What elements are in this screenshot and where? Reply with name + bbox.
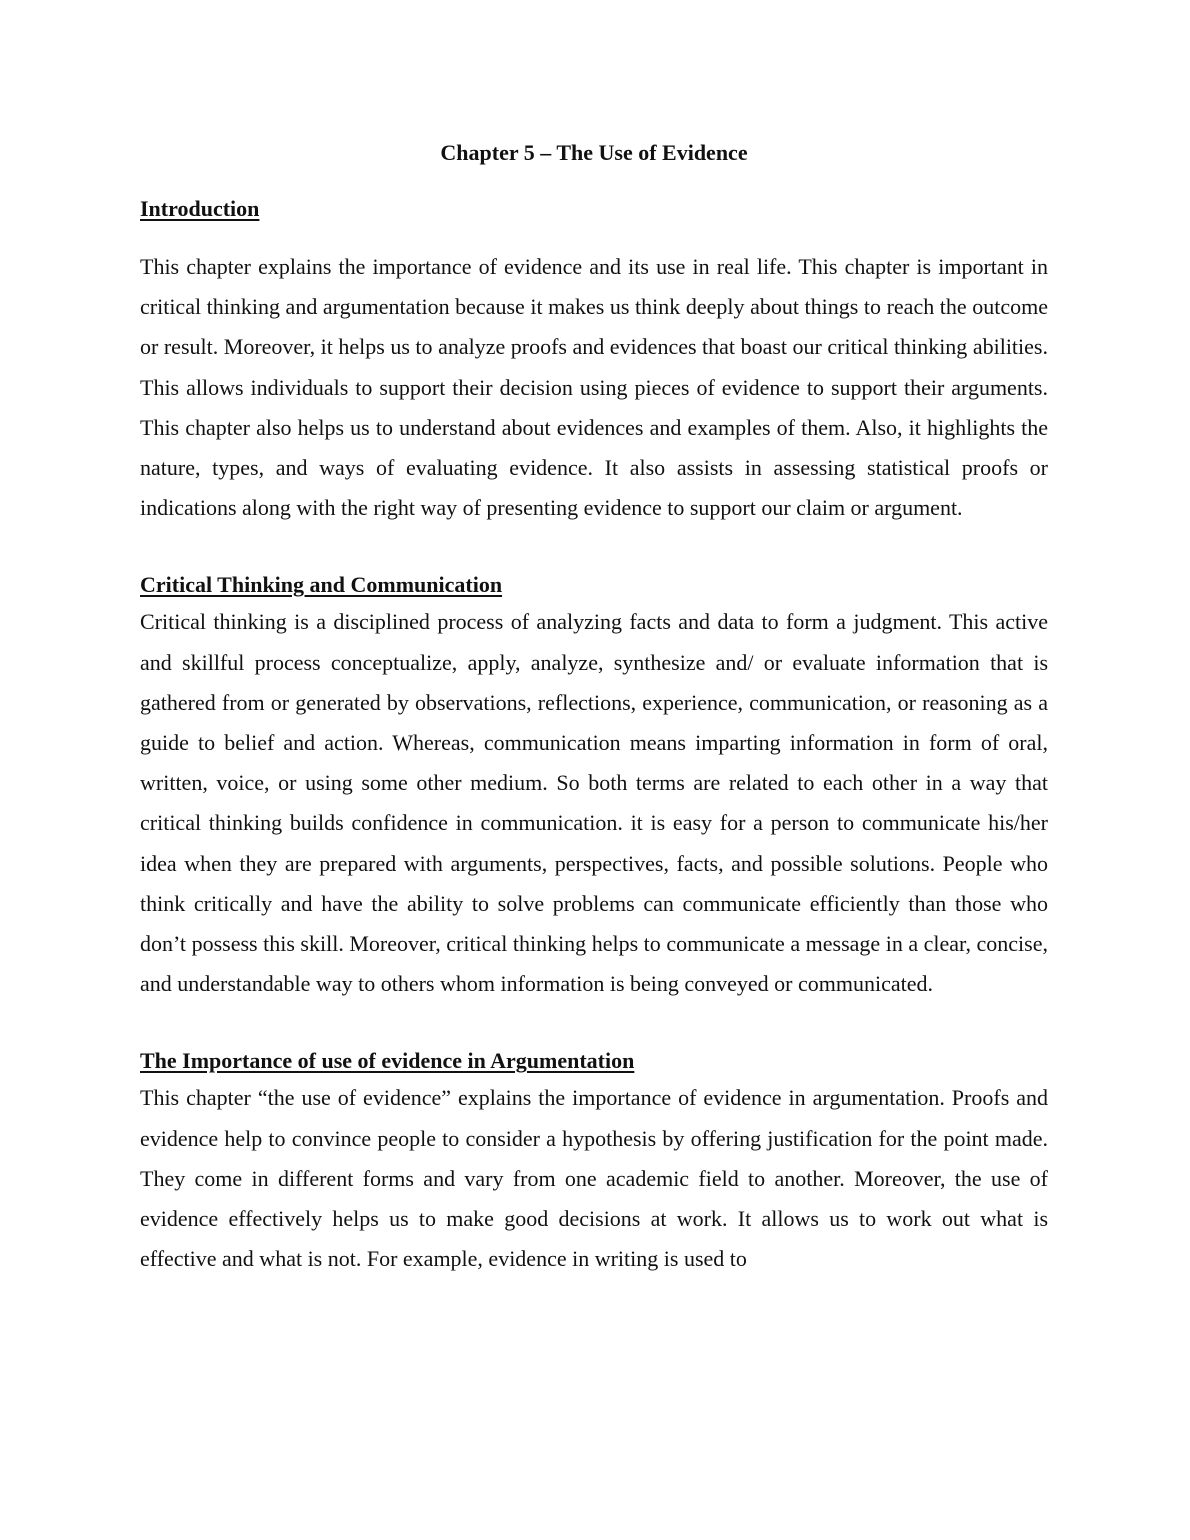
document-page xyxy=(140,136,1048,1279)
section-body-critical-thinking: Critical thinking is a disciplined process of analyzing facts and data to form a judgment. This active and skillful process conceptualize, apply, analyze, synthesize and/ or evaluate information that is gathered from or generated by observations, reflections, experience, communication, or reasoning as a guide to belief and action. Whereas, communication means imparting information in form of oral, written, voice, or using some other medium. So both terms are related to each other in a way that critical thinking builds confidence in communication. it is easy for a person to communicate his/her idea when they are prepared with arguments, perspectives, facts, and possible solutions. People who think critically and have the ability to solve problems can communicate efficiently than those who don’t possess this skill. Moreover, critical thinking helps to communicate a message in a clear, concise, and understandable way to others whom information is being conveyed or communicated. xyxy=(140,609,1048,997)
section-heading-critical-thinking: Critical Thinking and Communication xyxy=(140,572,503,598)
section-body-evidence-importance: This chapter “the use of evidence” explains the importance of evidence in argumentation. Proofs and evidence help to convince people to consider a hypothesis by offering justification for the point made. They come in different forms and vary from one academic field to another. Moreover, the use of evidence effectively helps us to make good decisions at work. It allows us to work out what is effective and what is not. For example, evidence in writing is used to xyxy=(140,1085,1048,1272)
chapter-title: Chapter 5 – The Use of Evidence xyxy=(440,140,748,165)
section-heading-introduction: Introduction xyxy=(140,196,260,221)
section-heading-evidence-importance: The Importance of use of evidence in Argumentation xyxy=(140,1048,635,1074)
section-body-introduction: This chapter explains the importance of evidence and its use in real life. This chapter is important in critical thinking and argumentation because it makes us think deeply about things to reach the outcome or result. Moreover, it helps us to analyze proofs and evidences that boast our critical thinking abilities. This allows individuals to support their decision using pieces of evidence to support their arguments. This chapter also helps us to understand about evidences and examples of them. Also, it highlights the nature, types, and ways of evaluating evidence. It also assists in assessing statistical proofs or indications along with the right way of presenting evidence to support our claim or argument. xyxy=(140,254,1048,521)
